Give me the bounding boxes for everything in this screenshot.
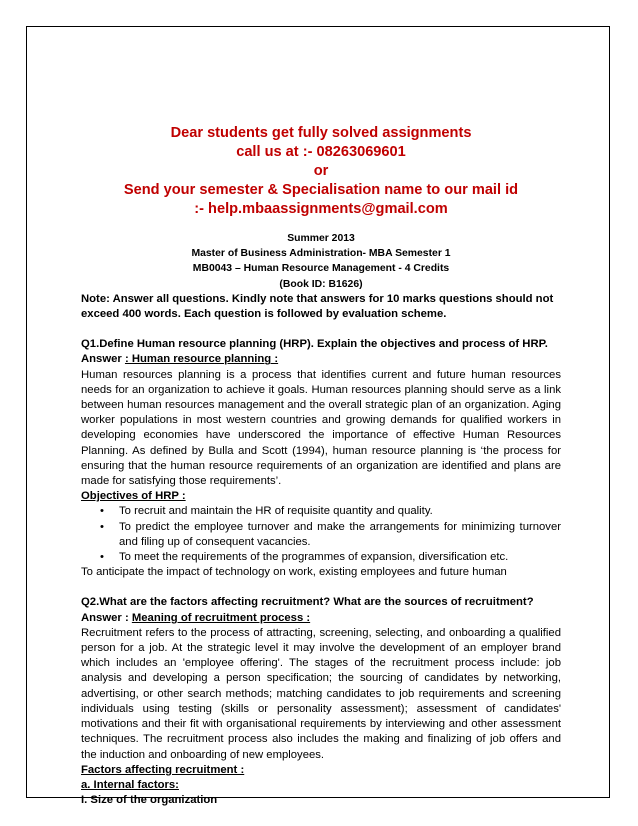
q2-internal-heading: a. Internal factors: <box>81 778 179 791</box>
promo-line-1: Dear students get fully solved assignments <box>170 125 472 141</box>
assignment-header <box>81 231 561 292</box>
q1-objectives-list <box>81 504 561 565</box>
q2-answer-prefix: Answer : <box>81 611 132 624</box>
q1-answer-heading: : Human resource planning : <box>124 353 279 366</box>
promo-line-2: call us at :- 08263069601 <box>236 144 406 160</box>
q1-paragraph: Human resources planning is a process that identifies current and future human resources needs for an organization to achieve it goals. Human resources planning should serve as a link between human resources management and the overall strategic plan of an organization. Aging worker populations in most western countries and growing demands for qualified workers in developing economies have underscored the importance of effective Human Resources Planning. As defined by Bulla and Scott (1994), human resource planning is ‘the process for ensuring that the human resource requirements of an organization are identified and plans are made for satisfying those requirements’. <box>81 368 561 488</box>
document-content <box>81 124 561 808</box>
q2-paragraph: Recruitment refers to the process of attracting, screening, selecting, and onboarding a qualified person for a job. At the strategic level it may involve the development of an employer brand which includes an 'employee offering'. The stages of the recruitment process include: job analysis and developing a person specification; the sourcing of candidates by networking, advertising, or other search methods; matching candidates to job requirements and screening individuals using testing (skills or personality assessment); assessment of candidates' motivations and their fit with organisational requirements by interviewing and other assessment techniques. The recruitment process also includes the making and finalizing of job offers and the induction and onboarding of new employees. <box>81 626 561 761</box>
note-text: Note: Answer all questions. Kindly note that answers for 10 marks questions should not exceed 400 words. Each question is followed by evaluation scheme. <box>81 292 554 321</box>
q1-question: Q1.Define Human resource planning (HRP). Explain the objectives and process of HRP. <box>81 338 548 351</box>
q1-answer-line <box>81 352 561 367</box>
course-label: MB0043 – Human Resource Management - 4 Credits <box>192 263 450 275</box>
q1-trailing-text: To anticipate the impact of technology on work, existing employees and future human <box>81 566 507 579</box>
promo-line-3: or <box>313 163 329 179</box>
promo-email-line: :- help.mbaassignments@gmail.com <box>194 201 448 217</box>
q1-objectives-heading: Objectives of HRP : <box>81 490 186 503</box>
program-label: Master of Business Administration- MBA Semester 1 <box>191 248 451 260</box>
q2-factors-heading: Factors affecting recruitment : <box>81 763 245 776</box>
list-item: • To meet the requirements of the programmes of expansion, diversification etc. <box>119 550 561 565</box>
list-item: • To predict the employee turnover and make the arrangements for minimizing turnover and filing up of consequent vacancies. <box>119 520 561 550</box>
q2-answer-heading: Meaning of recruitment process : <box>131 611 311 624</box>
book-id-label: (Book ID: B1626) <box>279 278 363 290</box>
q2-size-heading: I. Size of the organization <box>81 794 218 807</box>
promo-block <box>81 124 561 219</box>
q2-answer-line <box>81 611 561 626</box>
q1-answer-prefix: Answer <box>81 353 125 366</box>
session-label: Summer 2013 <box>287 233 355 244</box>
q2-question: Q2.What are the factors affecting recruitment? What are the sources of recruitment? <box>81 596 534 609</box>
list-item: • To recruit and maintain the HR of requisite quantity and quality. <box>119 504 561 519</box>
promo-line-4: Send your semester & Specialisation name to our mail id <box>123 182 519 198</box>
